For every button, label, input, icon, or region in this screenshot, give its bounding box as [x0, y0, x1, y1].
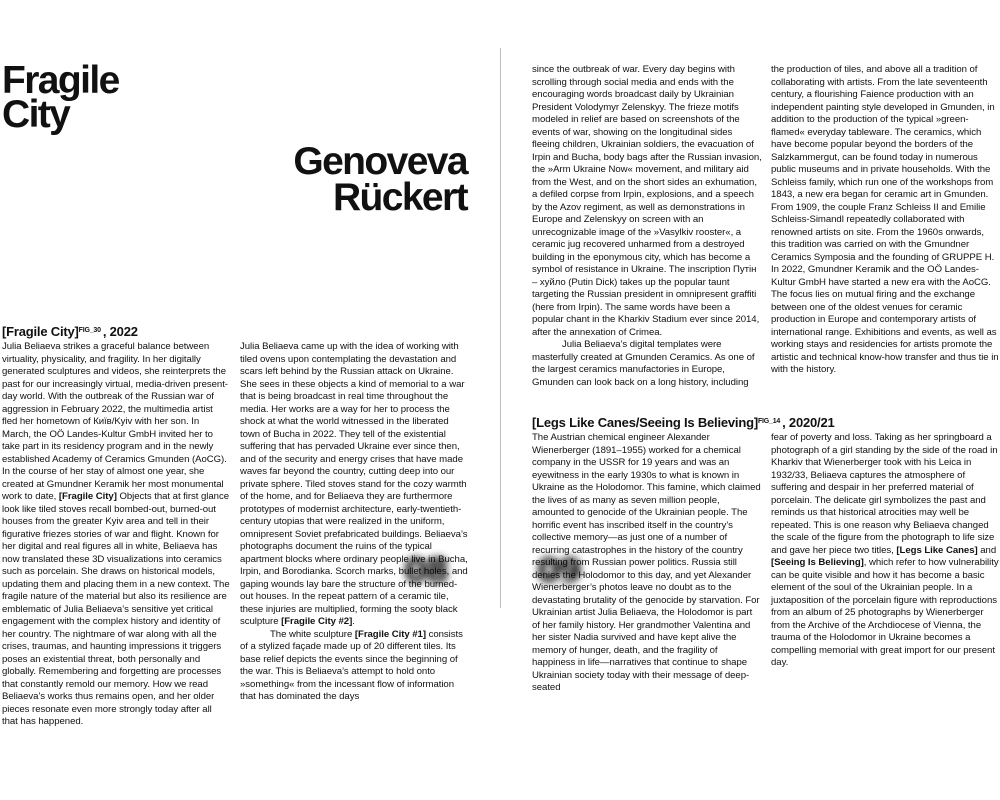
- author-name-line-1: Genoveva: [293, 140, 467, 183]
- figure-reference: FIG_30: [78, 327, 101, 334]
- text-column-6: [771, 432, 1000, 668]
- text-column-1: [2, 341, 230, 727]
- section-heading-title: [Fragile City]: [2, 324, 79, 339]
- article-title: [2, 59, 119, 136]
- text-column-3: [532, 64, 762, 390]
- article-title-line-1: Fragile: [2, 59, 119, 102]
- section-heading-year: , 2022: [102, 324, 138, 339]
- section-heading-title: [Legs Like Canes/Seeing Is Believing]: [532, 415, 758, 430]
- page-number-left: 08: [404, 551, 448, 591]
- page-gutter-divider: [500, 48, 501, 608]
- paragraph: Julia Beliaeva’s digital templates were masterfully created at Gmunden Ceramics. As one of the largest ceramics manufactories in Europe, Gmunden can look back on a long history, including: [532, 339, 755, 388]
- section-heading-legs-like-canes: [532, 415, 835, 430]
- artwork-title: [Fragile City #1]: [354, 628, 426, 640]
- page-number-right: 09: [537, 551, 581, 591]
- paragraph: The Austrian chemical engineer Alexander Wienerberger (1891–1955) worked for a chemical company in the USSR for 19 years and was an eyewitness in the early 1930s to what is known in Ukraine as the Holodomor. This famine, which claimed the lives of as many as seven million people, amounted to genocide of the Ukrainian people. The horrific event has inscribed itself in the country’s collective memory—as just one of a number of recurring catastrophes in the history of the country resulting from Russian power politics. Russia still denies the Holodomor to this day, and yet Alexander Wienerberger’s photos leave no doubt as to the devastating brutality of the genocide by starvation. For Ukrainian artist Julia Beliaeva, the Holodomor is part of her family history. Her grandmother Valentina and her sister Nadia survived and have kept alive the memory of hunger, death, and the fragility of happiness in life—narratives that continue to shape Ukrainian society today with their message of deep-seated: [532, 432, 761, 693]
- artwork-title: [Legs Like Canes]: [896, 544, 978, 556]
- figure-reference: FIG_14: [757, 418, 781, 425]
- paragraph: Julia Beliaeva strikes a graceful balance between virtuality, physicality, and fragility. In her digitally generated sculptures and videos, she reinterprets the past for our increasingly virtual, media-driven present-day world. With the outbreak of the Russian war of aggression in February 2022, the multimedia artist fled her hometown of Київ/Kyiv with her son. In March, the OÖ Landes-Kultur GmbH invited her to take part in its residency program and in the newly established Academy of Ceramics Gmunden (AoCG). In the course of her stay of almost one year, she created at Gmundner Keramik her most monumental work to date, [Fragile City] Objects that at first glance look like tiled stoves recall bombed-out, burned-out houses from the greater Kyiv area and tell in their figurative friezes stories of war and flight. Known for her digital and real figures all in white, Beliaeva has now translated these 3D visualizations into ceramics such as porcelain. She draws on historical models, updating them and placing them in a new context. The fragile nature of the material but also its resilience are emblematic of Julia Beliaeva’s sensitive yet critical engagement with the complex history and identity of her country. The nightmare of war along with all the crises, traumas, and haunting impressions it triggers poses an existential threat, both personally and globally. Remembering and forgetting are processes that constantly remold our memory. How we read Beliaeva’s works thus remains open, and her older pieces resonate even more strongly today after all that has happened.: [2, 341, 230, 727]
- author-name: [293, 140, 467, 219]
- article-title-line-2: City: [2, 93, 70, 136]
- paragraph: The white sculpture [Fragile City #1] consists of a stylized façade made up of 20 different tiles. Its base relief depicts the events since the beginning of the war. This is Beliaeva’s attempt to hold onto »something« from the incessant flow of information that has dominated the days: [240, 628, 463, 702]
- paragraph: the production of tiles, and above all a tradition of collaborating with artists. From the late seventeenth century, a flourishing Faience production with an independent painting style developed in Gmunden, in addition to the production of the typical »green-flamed« everyday tableware. The ceramics, which have become popular beyond the borders of the Salzkammergut, can be found today in numerous public museums and in private households. With the Schleiss family, which run one of the workshops from 1843, a new era began for ceramic art in Gmunden. From 1909, the couple Franz Schleiss II and Emilie Schleiss-Simandl repeatedly collaborated with renowned artists on site. From the 1960s onwards, this tradition was carried on with the Gmundner Ceramics Symposia and the founding of GRUPPE H. In 2022, Gmundner Keramik and the OÖ Landes-Kultur GmbH have started a new era with the AoCG. The focus lies on mutual firing and the exchange between one of the oldest venues for ceramic production in Europe and contemporary artists of international range. Exhibitions and events, as well as working stays and residencies for artists promote the artistic and technical know-how transfer and thus tie in with the history.: [771, 64, 999, 375]
- section-heading-year: , 2020/21: [782, 415, 835, 430]
- artwork-title: [Fragile City]: [58, 491, 117, 502]
- artwork-title: [Seeing Is Believing]: [771, 557, 864, 568]
- section-heading-fragile-city: [2, 324, 138, 339]
- artwork-title: [Fragile City #2]: [281, 616, 353, 627]
- author-name-line-2: Rückert: [332, 176, 467, 219]
- paragraph: fear of poverty and loss. Taking as her springboard a photograph of a girl standing by the side of the road in Kharkiv that Wienerberger took with his Leica in 1932/33, Beliaeva captures the atmosphere of suffering and despair in her preferred material of porcelain. The delicate girl symbolizes the past and reminds us that historical atrocities may well be repeated. This is one reason why Beliaeva changed the scale of the figure from the photograph to life size and gave her piece two titles, [Legs Like Canes] and [Seeing Is Believing], which refer to how vulnerability can be quite visible and how it has become a basic element of the soul of the Ukrainian people. In a juxtaposition of the porcelain figure with reproductions from an album of 25 photographs by Wienerberger from the Archive of the Archdiocese of Vienna, the trauma of the Holodomor in Ukraine becomes a compelling memorial with great import for our present day.: [771, 432, 999, 668]
- paragraph: since the outbreak of war. Every day begins with scrolling through social media and ends with the encouraging words broadcast daily by Ukrainian President Volodymyr Zelenskyy. The frieze motifs modeled in relief are based on screenshots of the events of war, showing on the longitudinal sides fleeing children, Ukrainian soldiers, the evacuation of Irpin and Bucha, body bags after the Russian invasion, the »Arm Ukraine Now« movement, and military aid from the West, and on the short sides an exhumation, a defiled corpse from Irpin, explosions, and a speech by the Azov regiment, as well as demonstrations in Europe and Zelenskyy on screen with an unrecognizable image of the »Vasylkiv rooster«, a ceramic jug recovered unharmed from a destroyed building in the eponymous city, which has become a symbol of resistance in Ukraine. The inscription Путін – хуйло (Putin Dick) takes up the popular taunt targeting the Russian president in omnipresent graffiti (here from Irpin). The same words have been a popular chant in the Kharkiv Stadium ever since 2014, after the annexation of Crimea.: [532, 64, 762, 338]
- paragraph: Julia Beliaeva came up with the idea of working with tiled ovens upon contemplating the devastation and scars left behind by the Russian attack on Ukraine. She sees in these objects a kind of memorial to a war that is being broadcast in real time throughout the media. Her works are a way for her to process the shock at what the world witnessed in the liberated town of Bucha in 2022. They tell of the existential suffering that has pervaded Ukraine ever since then, and of the security and energy crises that have made waves far beyond the country, cutting deep into our private sphere. Tiled stoves stand for the cozy warmth of the home, and for Beliaeva they are furthermore prototypes of modernist architecture, early-twentieth-century utopias that were realized in the uniform, omnipresent Soviet prefabricated buildings. Beliaeva’s photographs document the ruins of the typical apartment blocks where ordinary people live in Bucha, Irpin, and Borodianka. Scorch marks, bullet holes, and gaping wounds lay bare the structure of the burned-out houses. In the repeat pattern of a ceramic tile, these injuries are multiplied, forming the sooty black sculpture [Fragile City #2].: [240, 341, 468, 627]
- text-column-4: [771, 64, 1000, 390]
